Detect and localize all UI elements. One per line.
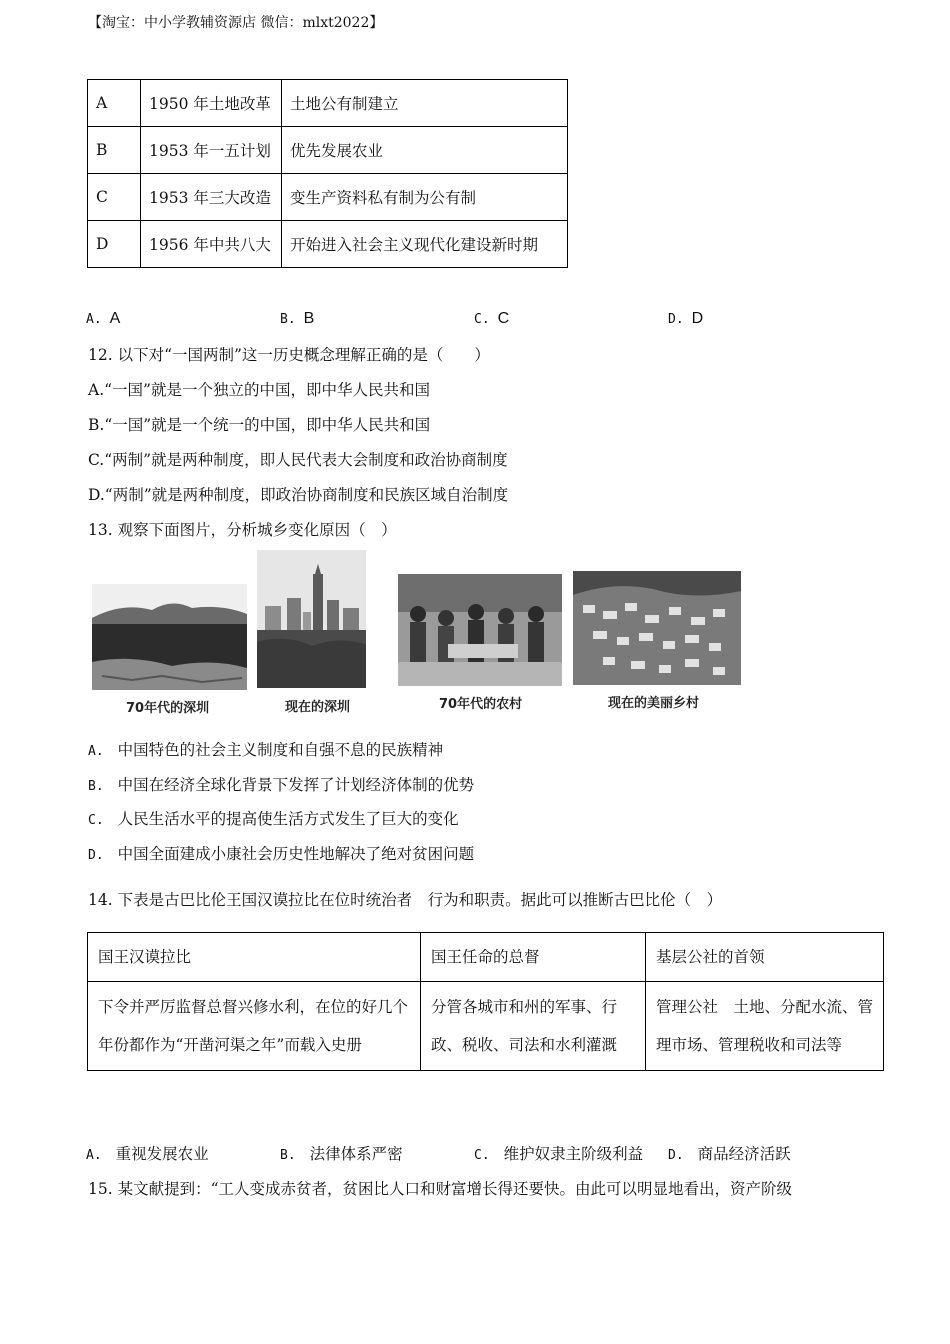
option-text: 中国全面建成小康社会历史性地解决了绝对贫困问题 [117,845,475,863]
caption-shenzhen-1970s: 70年代的深圳 [126,701,210,716]
option-label: D. [668,312,684,327]
table-cell: 优先发展农业 [282,127,568,174]
q11-option-d[interactable] [668,309,703,328]
photo-countryside-now-image [573,571,741,685]
page-header: 【淘宝：中小学教辅资源店 微信：mlxt2022】 [88,15,384,31]
q11-option-b[interactable] [280,309,314,328]
table-cell: A [88,80,141,127]
q13-option-b[interactable] [88,773,474,795]
option-value: C [497,310,510,327]
table-cell: 1953 年三大改造 [141,174,282,221]
option-text: 人民生活水平的提高使生活方式发生了巨大的变化 [117,810,459,828]
photo-shenzhen-now-image [257,550,366,688]
table-header-row [88,933,884,982]
option-label: D. [88,848,104,863]
q13-option-a[interactable] [88,738,443,760]
caption-shenzhen-now: 现在的深圳 [285,700,351,715]
option-value: A [109,310,121,327]
option-label: A. [86,1148,102,1163]
photo-shenzhen-now [257,550,366,688]
table-row [88,127,568,174]
option-label: A. [86,312,102,327]
q11-option-c[interactable] [474,309,509,328]
photo-countryside-1970s-image [398,574,562,686]
option-text: 维护奴隶主阶级利益 [503,1145,644,1163]
table-cell: 1956 年中共八大 [141,221,282,268]
q12-option-d[interactable]: D.“两制”就是两种制度，即政治协商制度和民族区域自治制度 [88,486,509,504]
table-header-cell: 基层公社的首领 [646,933,884,982]
q14-option-b[interactable] [280,1142,403,1164]
table-row [88,174,568,221]
option-label: B. [88,779,104,794]
table-cell: 分管各城市和州的军事、行政、税收、司法和水利灌溉 [421,982,646,1071]
q13-option-c[interactable] [88,807,459,829]
photo-shenzhen-1970s-image [92,584,247,690]
option-text: 商品经济活跃 [697,1145,791,1163]
table-header-cell: 国王任命的总督 [421,933,646,982]
option-label: C. [474,312,490,327]
photo-countryside-now [573,571,741,685]
option-text: 中国特色的社会主义制度和自强不息的民族精神 [117,741,444,759]
caption-countryside-now: 现在的美丽乡村 [608,696,700,711]
option-value: D [691,310,704,327]
q12-stem: 12. 以下对“一国两制”这一历史概念理解正确的是（ ） [88,346,490,364]
option-label: C. [474,1148,490,1163]
option-text: 重视发展农业 [115,1145,209,1163]
caption-countryside-1970s: 70年代的农村 [439,697,523,712]
table-cell: 下令并严厉监督总督兴修水利，在位的好几个年份都作为“开凿河渠之年”而载入史册 [88,982,421,1071]
option-text: 法律体系严密 [309,1145,403,1163]
photo-shenzhen-1970s [92,584,247,690]
table-cell: 土地公有制建立 [282,80,568,127]
q15-stem: 15. 某文献提到：“工人变成赤贫者，贫困比人口和财富增长得还要快。由此可以明显地看出，资产阶级 [88,1180,793,1198]
q11-table [87,79,568,268]
photo-countryside-1970s [398,574,562,686]
q14-table [87,932,884,1071]
q14-stem: 14. 下表是古巴比伦王国汉谟拉比在位时统治者 行为和职责。据此可以推断古巴比伦（ ） [88,891,723,909]
table-row [88,982,884,1071]
table-cell: C [88,174,141,221]
q14-option-a[interactable] [86,1142,209,1164]
q13-option-d[interactable] [88,842,474,864]
table-row [88,221,568,268]
table-cell: D [88,221,141,268]
option-label: B. [280,312,296,327]
table-cell: B [88,127,141,174]
q13-stem: 13. 观察下面图片，分析城乡变化原因（ ） [88,521,397,539]
q12-option-b[interactable]: B.“一国”就是一个统一的中国，即中华人民共和国 [88,416,431,434]
option-label: C. [88,813,104,828]
table-cell: 1950 年土地改革 [141,80,282,127]
option-label: D. [668,1148,684,1163]
q14-option-d[interactable] [668,1142,791,1164]
table-cell: 管理公社 土地、分配水流、管理市场、管理税收和司法等 [646,982,884,1071]
option-label: B. [280,1148,296,1163]
q14-option-c[interactable] [474,1142,643,1164]
option-value: B [303,310,315,327]
q11-option-a[interactable] [86,309,120,328]
table-row [88,80,568,127]
option-text: 中国在经济全球化背景下发挥了计划经济体制的优势 [117,776,475,794]
q12-option-c[interactable]: C.“两制”就是两种制度，即人民代表大会制度和政治协商制度 [88,451,508,469]
table-header-cell: 国王汉谟拉比 [88,933,421,982]
table-cell: 变生产资料私有制为公有制 [282,174,568,221]
table-cell: 开始进入社会主义现代化建设新时期 [282,221,568,268]
option-label: A. [88,744,104,759]
q12-option-a[interactable]: A.“一国”就是一个独立的中国，即中华人民共和国 [88,381,430,399]
table-cell: 1953 年一五计划 [141,127,282,174]
